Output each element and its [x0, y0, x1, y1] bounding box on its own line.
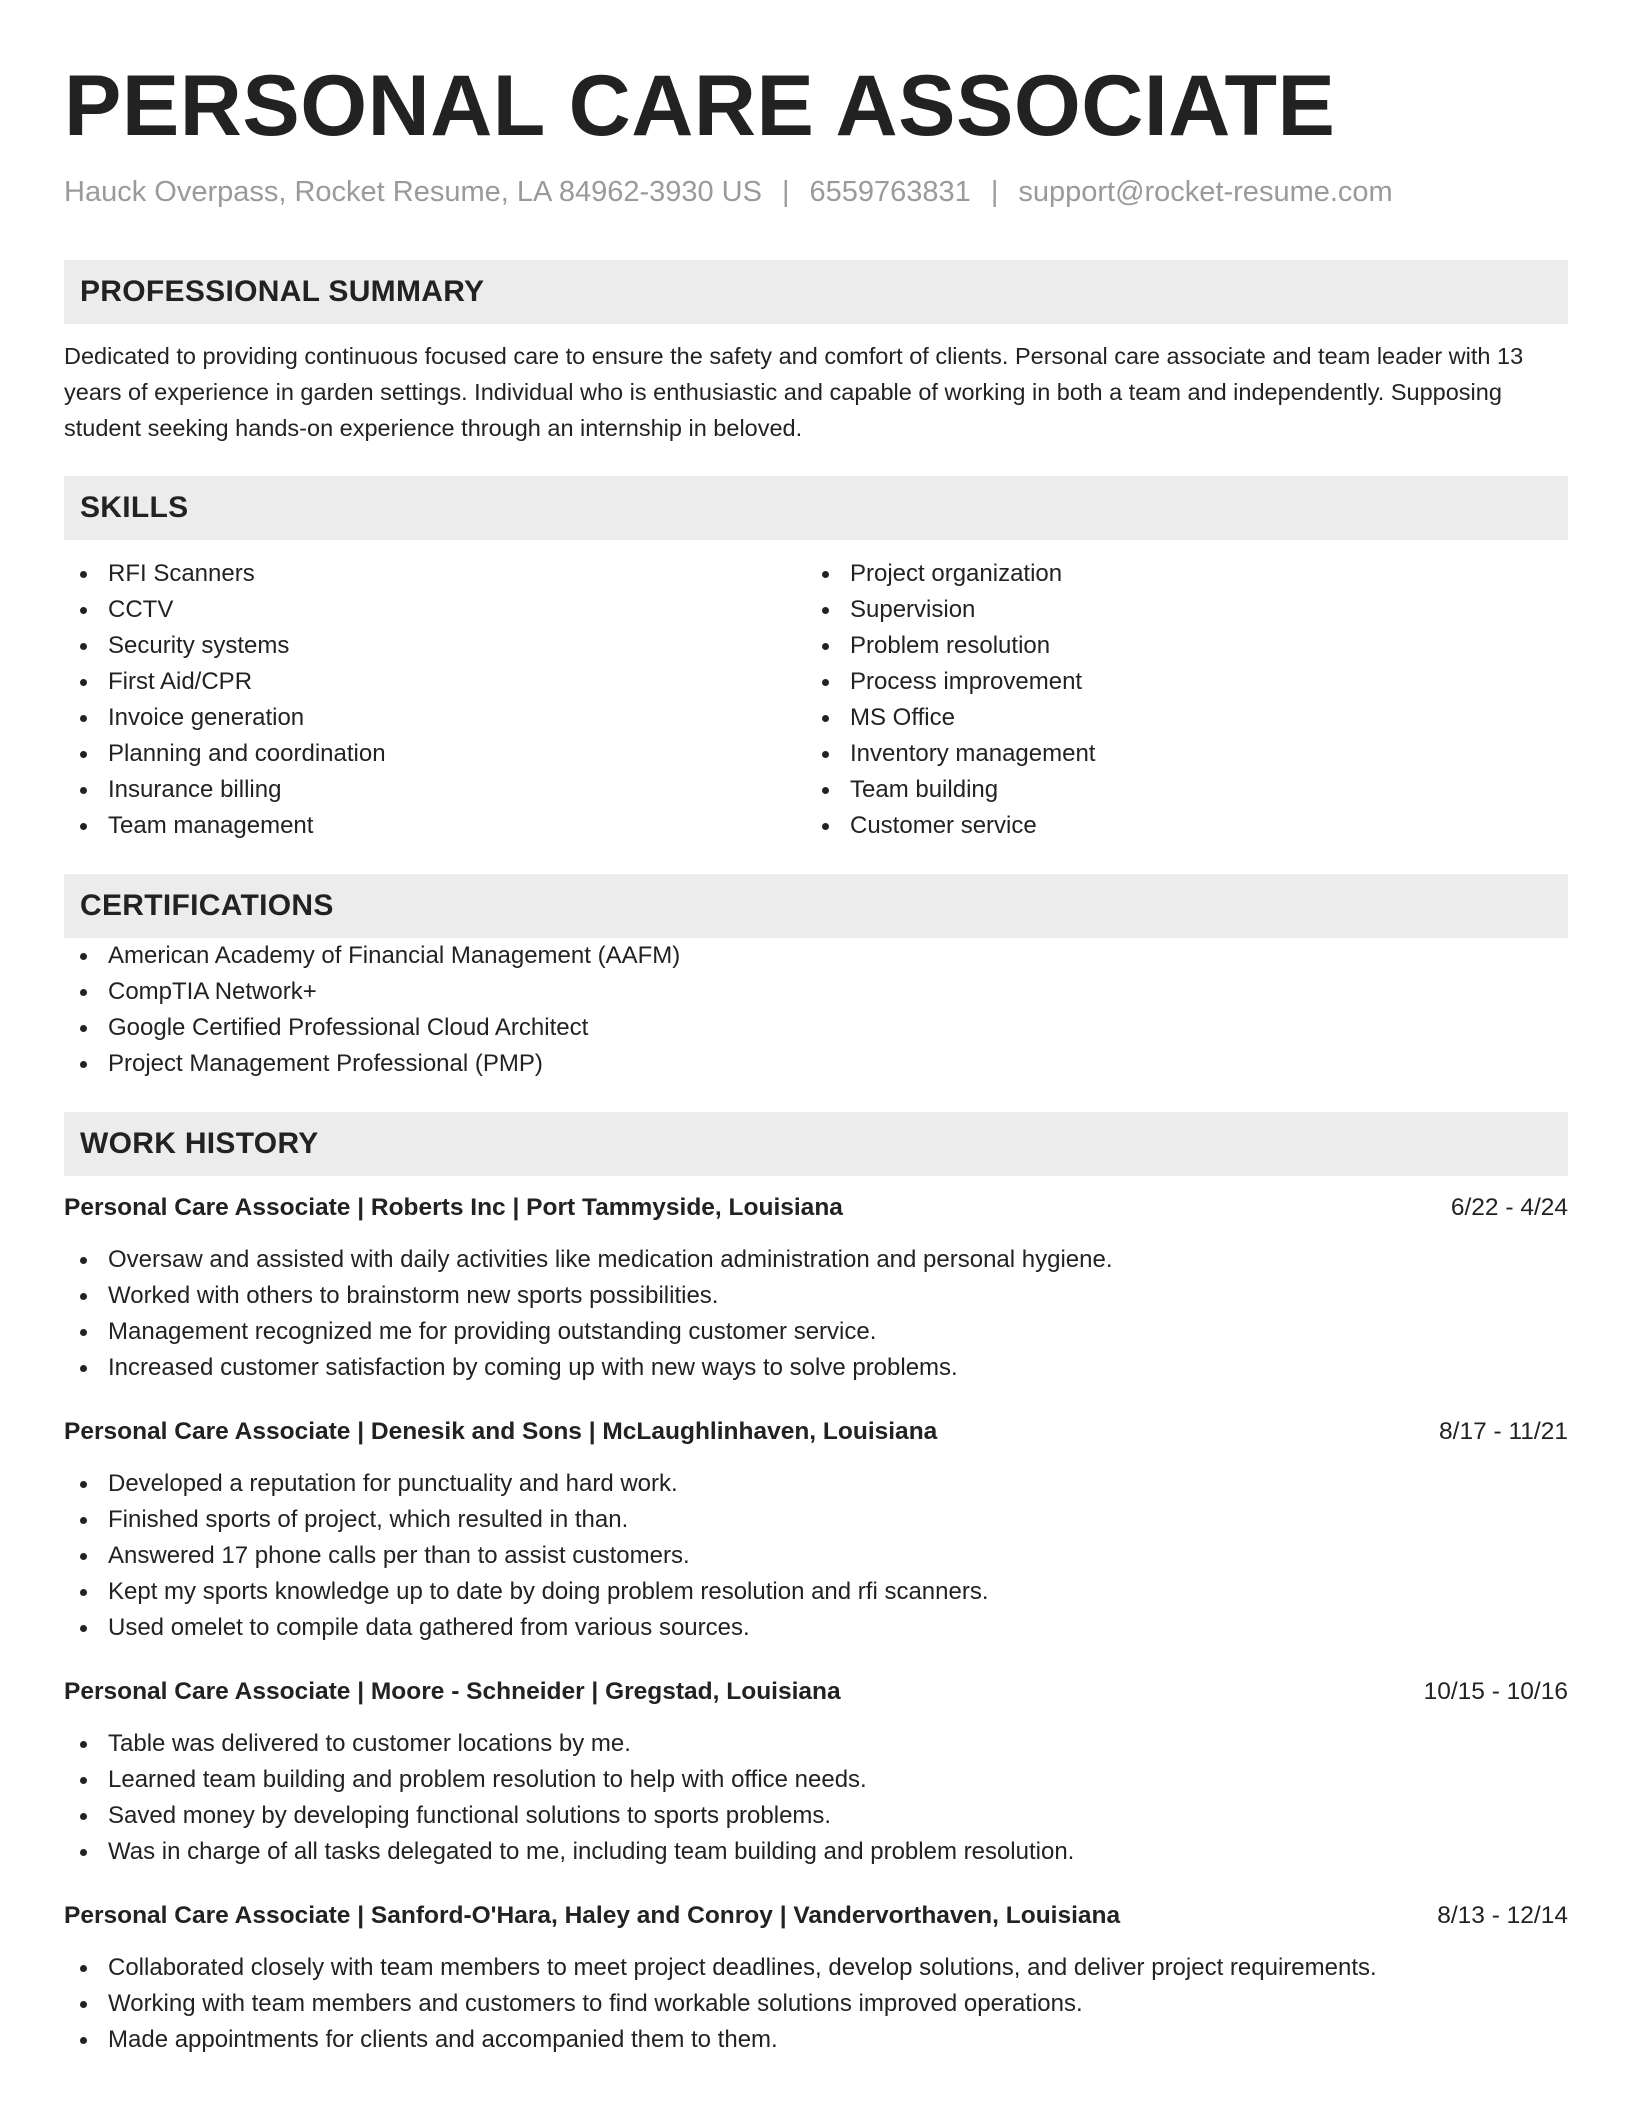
section-header-certifications: CERTIFICATIONS — [64, 874, 1568, 938]
certification-item: Project Management Professional (PMP) — [64, 1046, 1568, 1082]
skill-item: Project organization — [806, 556, 1548, 592]
job-bullet: Was in charge of all tasks delegated to me, including team building and problem resolution. — [64, 1834, 1568, 1870]
job-header — [64, 1898, 1568, 1934]
certification-item: American Academy of Financial Management (AAFM) — [64, 938, 1568, 974]
certifications-list — [64, 938, 1568, 1082]
job-bullet: Oversaw and assisted with daily activities like medication administration and personal hygiene. — [64, 1242, 1568, 1278]
job-title: Personal Care Associate | Roberts Inc | Port Tammyside, Louisiana — [64, 1194, 843, 1221]
job-dates: 10/15 - 10/16 — [1423, 1678, 1568, 1705]
candidate-name: PERSONAL CARE ASSOCIATE — [64, 58, 1336, 154]
job-header — [64, 1414, 1568, 1450]
job-bullet: Learned team building and problem resolution to help with office needs. — [64, 1762, 1568, 1798]
skill-item: CCTV — [64, 592, 806, 628]
job-bullets — [64, 1466, 1568, 1646]
job-bullet: Answered 17 phone calls per than to assist customers. — [64, 1538, 1568, 1574]
job-bullet: Management recognized me for providing outstanding customer service. — [64, 1314, 1568, 1350]
job-bullet: Table was delivered to customer locations by me. — [64, 1726, 1568, 1762]
job-entry — [64, 1414, 1568, 1646]
section-header-work-history: WORK HISTORY — [64, 1112, 1568, 1176]
job-header — [64, 1674, 1568, 1710]
skill-item: Planning and coordination — [64, 736, 806, 772]
contact-separator: | — [990, 176, 999, 208]
contact-line — [64, 174, 1568, 210]
skill-item: Team building — [806, 772, 1548, 808]
job-entry — [64, 1898, 1568, 2058]
job-bullets — [64, 1950, 1568, 2058]
job-bullet: Increased customer satisfaction by coming up with new ways to solve problems. — [64, 1350, 1568, 1386]
skill-item: First Aid/CPR — [64, 664, 806, 700]
skills-list-left — [64, 556, 806, 844]
skill-item: Supervision — [806, 592, 1548, 628]
skill-item: Process improvement — [806, 664, 1548, 700]
skill-item: MS Office — [806, 700, 1548, 736]
job-bullet: Made appointments for clients and accompanied them to them. — [64, 2022, 1568, 2058]
skill-item: Team management — [64, 808, 806, 844]
job-dates: 8/13 - 12/14 — [1437, 1902, 1568, 1929]
job-entry — [64, 1674, 1568, 1870]
job-entry — [64, 1190, 1568, 1386]
certification-item: CompTIA Network+ — [64, 974, 1568, 1010]
contact-address: Hauck Overpass, Rocket Resume, LA 84962-3930 US — [64, 176, 762, 208]
job-dates: 8/17 - 11/21 — [1439, 1418, 1568, 1445]
job-bullet: Worked with others to brainstorm new sports possibilities. — [64, 1278, 1568, 1314]
skill-item: Invoice generation — [64, 700, 806, 736]
skills-grid — [64, 556, 1568, 844]
job-bullet: Finished sports of project, which resulted in than. — [64, 1502, 1568, 1538]
job-dates: 6/22 - 4/24 — [1450, 1194, 1568, 1221]
skill-item: Insurance billing — [64, 772, 806, 808]
contact-phone: 6559763831 — [809, 176, 971, 208]
job-bullet: Used omelet to compile data gathered from various sources. — [64, 1610, 1568, 1646]
contact-email: support@rocket-resume.com — [1018, 176, 1393, 208]
skill-item: Problem resolution — [806, 628, 1548, 664]
section-header-skills: SKILLS — [64, 476, 1568, 540]
job-header — [64, 1190, 1568, 1226]
job-bullets — [64, 1242, 1568, 1386]
skill-item: RFI Scanners — [64, 556, 806, 592]
job-bullet: Kept my sports knowledge up to date by doing problem resolution and rfi scanners. — [64, 1574, 1568, 1610]
job-bullet: Working with team members and customers to find workable solutions improved operations. — [64, 1986, 1568, 2022]
job-title: Personal Care Associate | Moore - Schneider | Gregstad, Louisiana — [64, 1678, 841, 1705]
skill-item: Inventory management — [806, 736, 1548, 772]
section-header-summary: PROFESSIONAL SUMMARY — [64, 260, 1568, 324]
job-bullet: Collaborated closely with team members to meet project deadlines, develop solutions, and deliver project requirements. — [64, 1950, 1568, 1986]
skill-item: Security systems — [64, 628, 806, 664]
skill-item: Customer service — [806, 808, 1548, 844]
job-bullet: Saved money by developing functional solutions to sports problems. — [64, 1798, 1568, 1834]
job-bullet: Developed a reputation for punctuality and hard work. — [64, 1466, 1568, 1502]
job-title: Personal Care Associate | Sanford-O'Hara, Haley and Conroy | Vandervorthaven, Louisiana — [64, 1902, 1121, 1929]
job-bullets — [64, 1726, 1568, 1870]
summary-text: Dedicated to providing continuous focused care to ensure the safety and comfort of clients. Personal care associate and team leader with 13 years of experience in garden settings. Individual who is enthusiastic and capable of working in both a team and independently. Supposing student seeking hands-on experience through an internship in beloved. — [64, 343, 1524, 441]
job-title: Personal Care Associate | Denesik and Sons | McLaughlinhaven, Louisiana — [64, 1418, 938, 1445]
skills-list-right — [806, 556, 1548, 844]
contact-separator: | — [781, 176, 790, 208]
certification-item: Google Certified Professional Cloud Architect — [64, 1010, 1568, 1046]
